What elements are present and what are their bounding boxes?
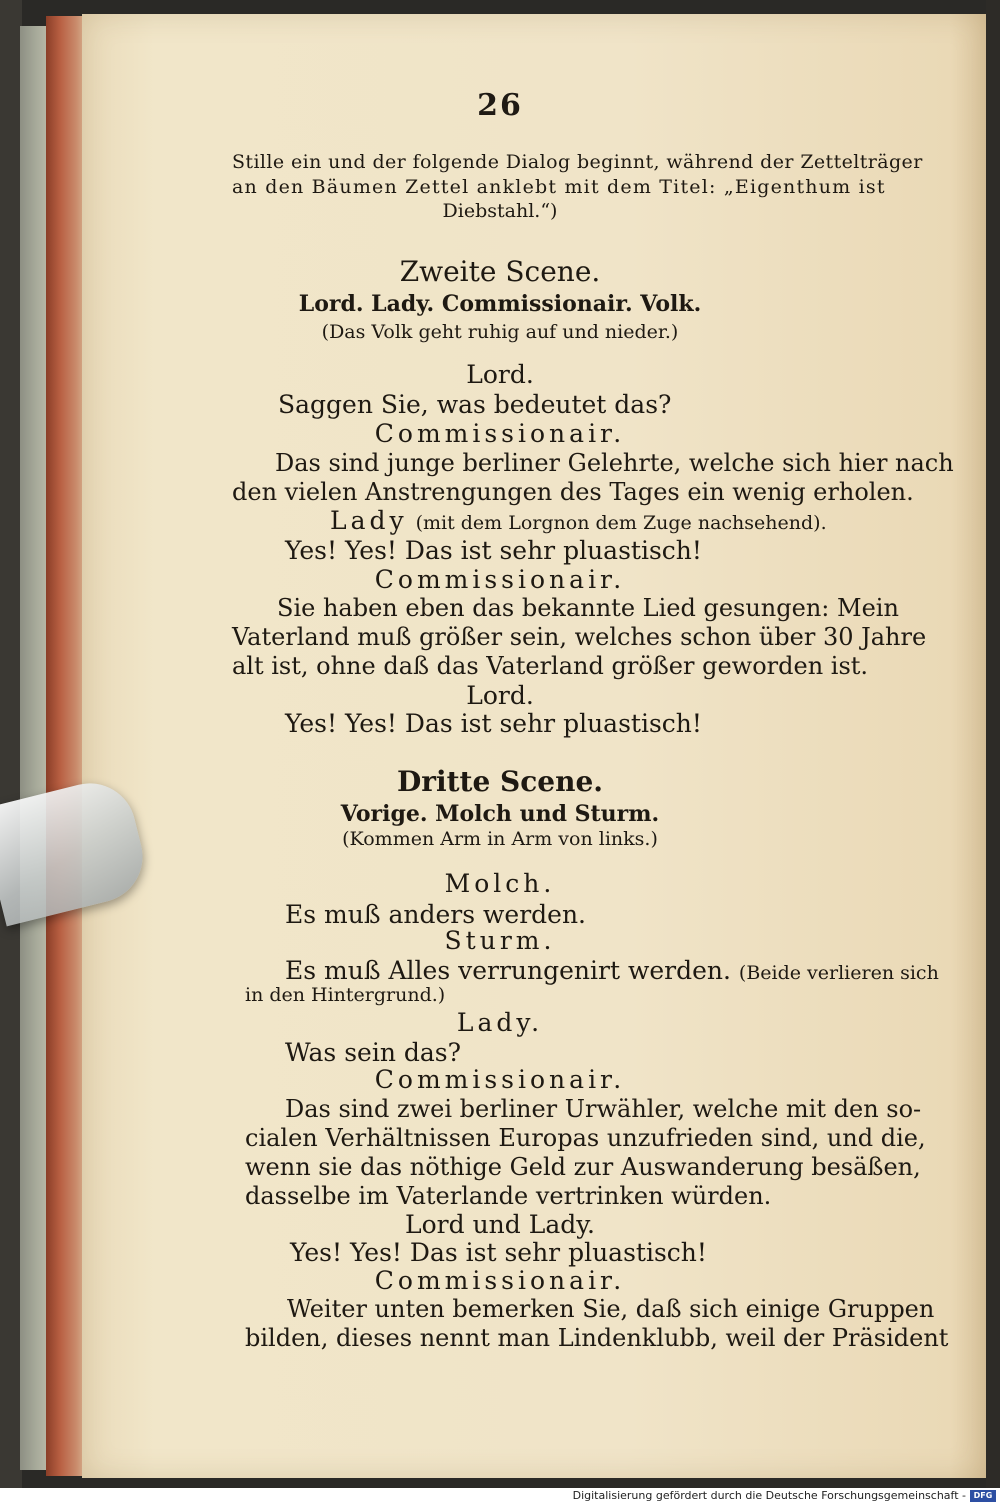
- scene2-line-3: den vielen Anstrengungen des Tages ein wenig erholen.: [232, 478, 914, 506]
- scene3-speaker-3: Lady.: [456, 1008, 544, 1037]
- book-cover-edge: [0, 0, 22, 1488]
- scene2-speaker-3-name: Lady: [330, 506, 408, 535]
- scene2-speaker-2: Commissionair.: [374, 419, 626, 448]
- scene2-line-5: Sie haben eben das bekannte Lied gesungen: Mein: [277, 594, 899, 622]
- scene3-line-7: wenn sie das nöthige Geld zur Auswanderung besäßen,: [245, 1153, 921, 1181]
- scene3-speaker-6: Commissionair.: [374, 1266, 626, 1295]
- scene3-persons: Vorige. Molch und Sturm.: [340, 801, 660, 827]
- dfg-logo-icon: DFG: [970, 1490, 996, 1502]
- scene3-speaker-2: Sturm.: [444, 926, 556, 955]
- scene3-direction: (Kommen Arm in Arm von links.): [342, 828, 658, 850]
- scene2-line-8: Yes! Yes! Das ist sehr pluastisch!: [285, 709, 702, 738]
- footer-credit: Digitalisierung gefördert durch die Deutsche Forschungsgemeinschaft -: [572, 1489, 966, 1502]
- scene2-speaker-3-direction: (mit dem Lorgnon dem Zuge nachsehend).: [415, 512, 827, 534]
- scene3-speaker-1: Molch.: [444, 869, 556, 898]
- intro-line-2: an den Bäumen Zettel anklebt mit dem Titel: „Eigenthum ist: [232, 176, 886, 198]
- scene3-line-2-direction: (Beide verlieren sich: [738, 962, 939, 984]
- intro-line-3: Diebstahl.“): [442, 200, 558, 222]
- scene3-line-11: bilden, dieses nennt man Lindenklubb, weil der Präsident: [245, 1324, 949, 1352]
- scene2-speaker-3: [330, 508, 827, 533]
- scene3-title: Dritte Scene.: [396, 765, 604, 798]
- scene3-line-2: [285, 958, 939, 983]
- scene2-line-7: alt ist, ohne daß das Vaterland größer geworden ist.: [232, 652, 869, 680]
- scene3-speaker-5: Lord und Lady.: [405, 1210, 595, 1239]
- scene2-line-1: Saggen Sie, was bedeutet das?: [278, 390, 672, 419]
- scene3-line-2-text: Es muß Alles verrungenirt werden.: [285, 956, 731, 985]
- scene2-speaker-4: Commissionair.: [374, 565, 626, 594]
- page-number: 26: [477, 88, 523, 123]
- intro-line-1: Stille ein und der folgende Dialog beginnt, während der Zettelträger: [232, 151, 923, 173]
- page-stack-edge: [46, 16, 86, 1476]
- scene2-direction: (Das Volk geht ruhig auf und nieder.): [321, 321, 679, 343]
- scene2-line-6: Vaterland muß größer sein, welches schon über 30 Jahre: [232, 623, 927, 651]
- scene2-title: Zweite Scene.: [399, 255, 601, 288]
- scene3-speaker-4: Commissionair.: [374, 1065, 626, 1094]
- scene3-line-3: in den Hintergrund.): [245, 984, 446, 1006]
- book-board-edge: [20, 26, 48, 1470]
- scene2-line-4: Yes! Yes! Das ist sehr pluastisch!: [285, 536, 702, 565]
- scene2-speaker-5: Lord.: [466, 681, 534, 710]
- scan-right-border: [986, 0, 1000, 1488]
- scene3-line-6: cialen Verhältnissen Europas unzufrieden sind, und die,: [245, 1124, 926, 1152]
- scene3-line-1: Es muß anders werden.: [285, 900, 587, 929]
- scene2-line-2: Das sind junge berliner Gelehrte, welche sich hier nach: [275, 449, 954, 477]
- scene2-speaker-1: Lord.: [466, 360, 534, 389]
- scene3-line-9: Yes! Yes! Das ist sehr pluastisch!: [290, 1238, 707, 1267]
- scene2-persons: Lord. Lady. Commissionair. Volk.: [298, 291, 702, 317]
- scene3-line-5: Das sind zwei berliner Urwähler, welche mit den so-: [285, 1095, 922, 1123]
- scene3-line-4: Was sein das?: [285, 1038, 462, 1067]
- scene3-line-10: Weiter unten bemerken Sie, daß sich einige Gruppen: [287, 1295, 935, 1323]
- scene3-line-8: dasselbe im Vaterlande vertrinken würden.: [245, 1182, 772, 1210]
